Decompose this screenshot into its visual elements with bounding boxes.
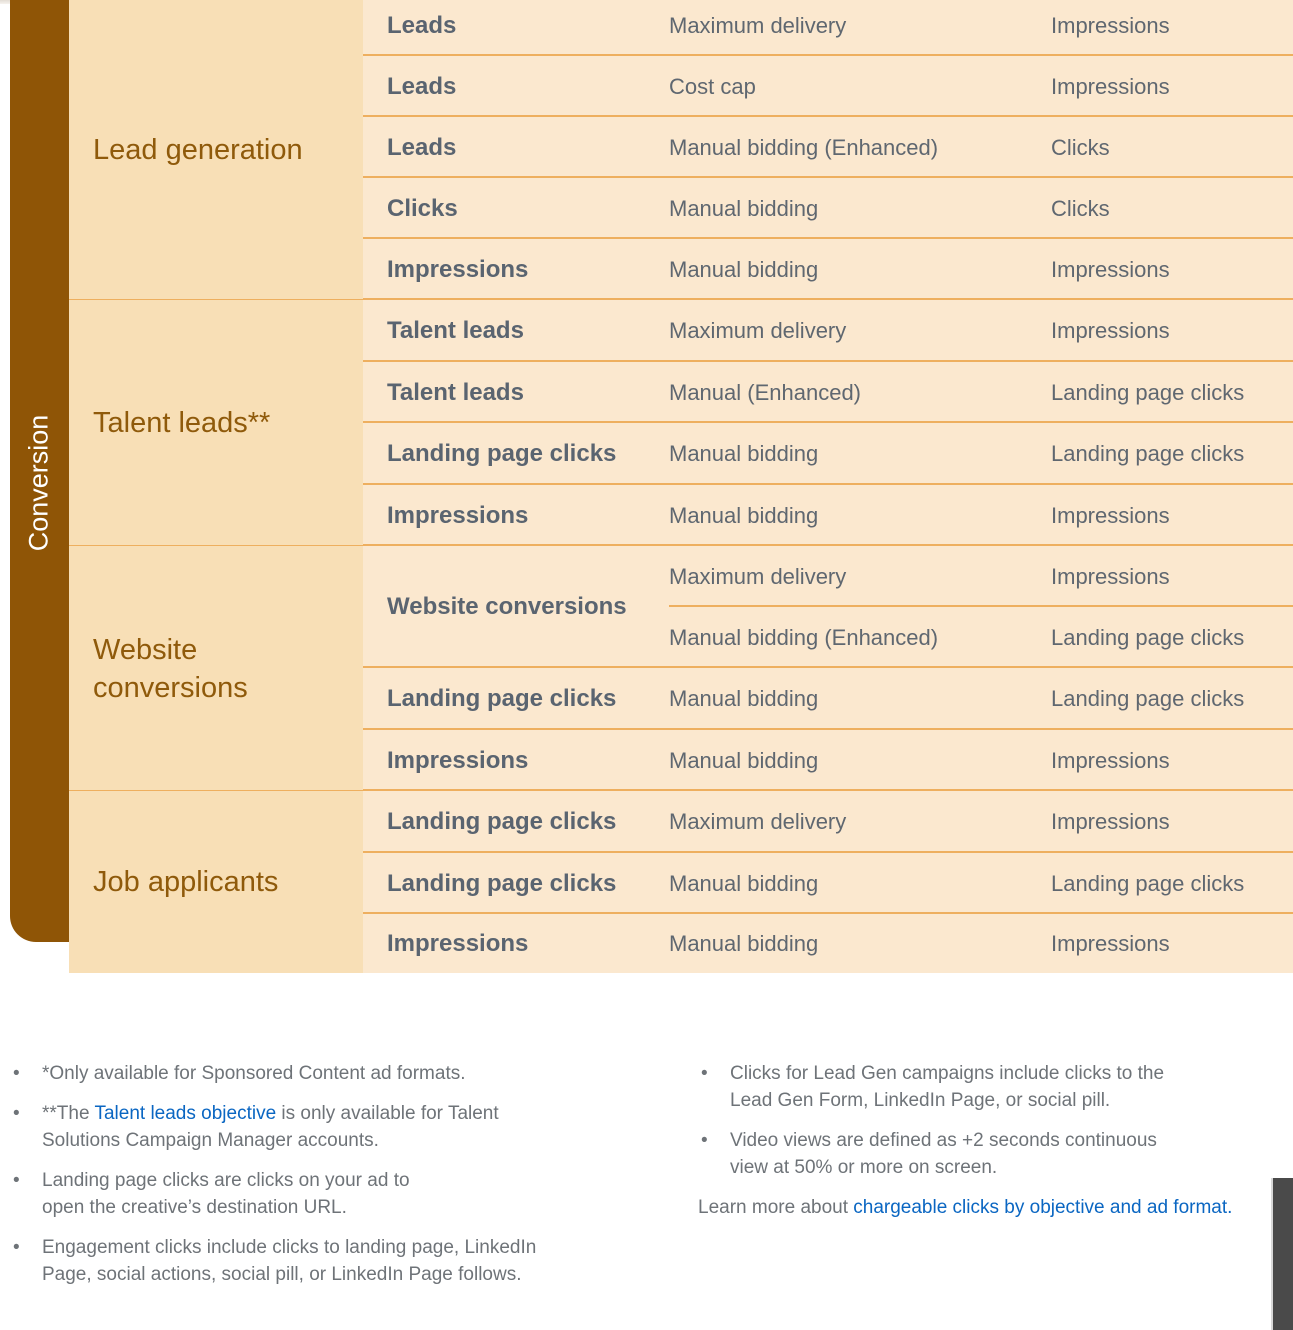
goal-cell: Talent leads bbox=[387, 317, 524, 344]
learn-more-text bbox=[698, 1194, 1273, 1221]
billing-cell: Impressions bbox=[1051, 502, 1170, 528]
table-row bbox=[363, 668, 1293, 730]
goal-cell: Landing page clicks bbox=[387, 808, 617, 835]
rows-area bbox=[363, 0, 1293, 973]
footnotes-left bbox=[10, 1060, 590, 1301]
strategy-cell: Manual (Enhanced) bbox=[669, 379, 862, 405]
table-row bbox=[363, 791, 1293, 853]
chargeable-clicks-link[interactable]: chargeable clicks by objective and ad format. bbox=[853, 1197, 1233, 1218]
strategy-cell: Manual bidding bbox=[669, 441, 819, 466]
footnote-text: Engagement clicks include clicks to landing page, LinkedIn Page, social actions, social pill, or LinkedIn Page follows. bbox=[42, 1237, 537, 1285]
footnote-item bbox=[10, 1167, 452, 1221]
goal-cell: Landing page clicks bbox=[387, 440, 617, 467]
billing-cell: Impressions bbox=[1051, 563, 1170, 589]
bullet-icon: • bbox=[13, 1103, 20, 1124]
billing-cell: Clicks bbox=[1051, 195, 1110, 221]
goal-cell: Landing page clicks bbox=[387, 685, 617, 712]
footnote-item bbox=[10, 1060, 590, 1087]
billing-cell: Landing page clicks bbox=[1051, 379, 1245, 405]
table-row bbox=[363, 485, 1293, 546]
table-row bbox=[363, 914, 1293, 974]
footnote-item bbox=[698, 1060, 1200, 1114]
billing-cell: Landing page clicks bbox=[1051, 870, 1245, 896]
goal-cell: Clicks bbox=[387, 194, 458, 222]
strategy-cell: Manual bidding (Enhanced) bbox=[669, 134, 939, 160]
category-label: Conversion bbox=[23, 414, 54, 552]
goal-cell: Impressions bbox=[387, 255, 529, 283]
table-row bbox=[363, 239, 1293, 300]
bullet-icon: • bbox=[13, 1170, 20, 1191]
goal-cell: Impressions bbox=[387, 501, 529, 529]
goal-cell: Impressions bbox=[387, 930, 529, 957]
footnote-text: **The bbox=[42, 1103, 95, 1124]
table-row bbox=[363, 178, 1293, 239]
billing-cell: Impressions bbox=[1051, 256, 1170, 282]
billing-cell: Clicks bbox=[1051, 134, 1110, 160]
billing-cell: Impressions bbox=[1051, 747, 1170, 773]
footnote-text: Video views are defined as +2 seconds continuous view at 50% or more on screen. bbox=[730, 1130, 1157, 1178]
goal-cell: Leads bbox=[387, 11, 457, 39]
objective-column bbox=[69, 0, 363, 973]
billing-cell: Impressions bbox=[1051, 931, 1170, 956]
objective-label: Website conversions bbox=[93, 633, 248, 704]
strategy-cell: Manual bidding bbox=[669, 256, 819, 282]
table-row bbox=[363, 117, 1293, 178]
table-row bbox=[363, 362, 1293, 423]
table-row bbox=[363, 0, 1293, 56]
table-row bbox=[363, 546, 1293, 607]
strategy-cell: Cost cap bbox=[669, 73, 756, 99]
table-row bbox=[363, 56, 1293, 117]
strategy-cell: Manual bidding bbox=[669, 686, 819, 711]
footnote-item bbox=[698, 1127, 1200, 1181]
footnote-item bbox=[10, 1234, 587, 1288]
table-row bbox=[363, 300, 1293, 362]
objective-cell bbox=[69, 300, 363, 546]
strategy-cell: Maximum delivery bbox=[669, 12, 847, 38]
billing-cell: Landing page clicks bbox=[1051, 686, 1245, 711]
footnote-text: Clicks for Lead Gen campaigns include clicks to the Lead Gen Form, LinkedIn Page, or social pill. bbox=[730, 1063, 1165, 1111]
strategy-cell: Manual bidding bbox=[669, 502, 819, 528]
learn-more-prefix: Learn more about bbox=[698, 1197, 854, 1218]
billing-cell: Impressions bbox=[1051, 318, 1170, 343]
goal-cell: Leads bbox=[387, 133, 457, 161]
strategy-cell: Manual bidding bbox=[669, 747, 819, 773]
billing-cell: Landing page clicks bbox=[1051, 441, 1245, 466]
bullet-icon: • bbox=[13, 1237, 20, 1258]
bullet-icon: • bbox=[701, 1063, 708, 1084]
table-row bbox=[363, 853, 1293, 914]
billing-cell: Landing page clicks bbox=[1051, 624, 1245, 650]
goal-cell: Leads bbox=[387, 72, 457, 100]
bullet-icon: • bbox=[701, 1130, 708, 1151]
footnote-text: *Only available for Sponsored Content ad formats. bbox=[42, 1063, 466, 1084]
footnote-item bbox=[10, 1100, 542, 1154]
objective-label: Job applicants bbox=[93, 866, 279, 898]
goal-cell-merged: Website conversions bbox=[387, 593, 627, 620]
strategy-cell: Maximum delivery bbox=[669, 563, 847, 589]
strategy-cell: Maximum delivery bbox=[669, 809, 847, 834]
footnotes-right bbox=[698, 1060, 1273, 1221]
billing-cell: Impressions bbox=[1051, 73, 1170, 99]
objective-label: Lead generation bbox=[93, 134, 303, 166]
bullet-icon: • bbox=[13, 1063, 20, 1084]
goal-cell: Landing page clicks bbox=[387, 869, 617, 897]
footnote-text: Landing page clicks are clicks on your ad to open the creative’s destination URL. bbox=[42, 1170, 410, 1218]
goal-cell: Impressions bbox=[387, 746, 529, 774]
footnote-text: is only available for Talent Solutions Campaign Manager accounts. bbox=[42, 1103, 499, 1151]
strategy-cell: Manual bidding (Enhanced) bbox=[669, 624, 939, 650]
strategy-cell: Maximum delivery bbox=[669, 318, 847, 343]
objective-cell bbox=[69, 546, 363, 791]
goal-cell: Talent leads bbox=[387, 378, 524, 406]
strategy-cell: Manual bidding bbox=[669, 870, 819, 896]
objective-label: Talent leads** bbox=[93, 407, 271, 439]
talent-leads-objective-link[interactable]: Talent leads objective bbox=[94, 1103, 277, 1124]
scrollbar-thumb[interactable] bbox=[1271, 1178, 1293, 1330]
billing-cell: Impressions bbox=[1051, 809, 1170, 834]
billing-cell: Impressions bbox=[1051, 12, 1170, 38]
strategy-cell: Manual bidding bbox=[669, 931, 819, 956]
objective-cell bbox=[69, 791, 363, 973]
table-row bbox=[363, 607, 1293, 668]
objective-cell bbox=[69, 0, 363, 300]
strategy-cell: Manual bidding bbox=[669, 195, 819, 221]
table-row bbox=[363, 423, 1293, 485]
table-row bbox=[363, 730, 1293, 791]
